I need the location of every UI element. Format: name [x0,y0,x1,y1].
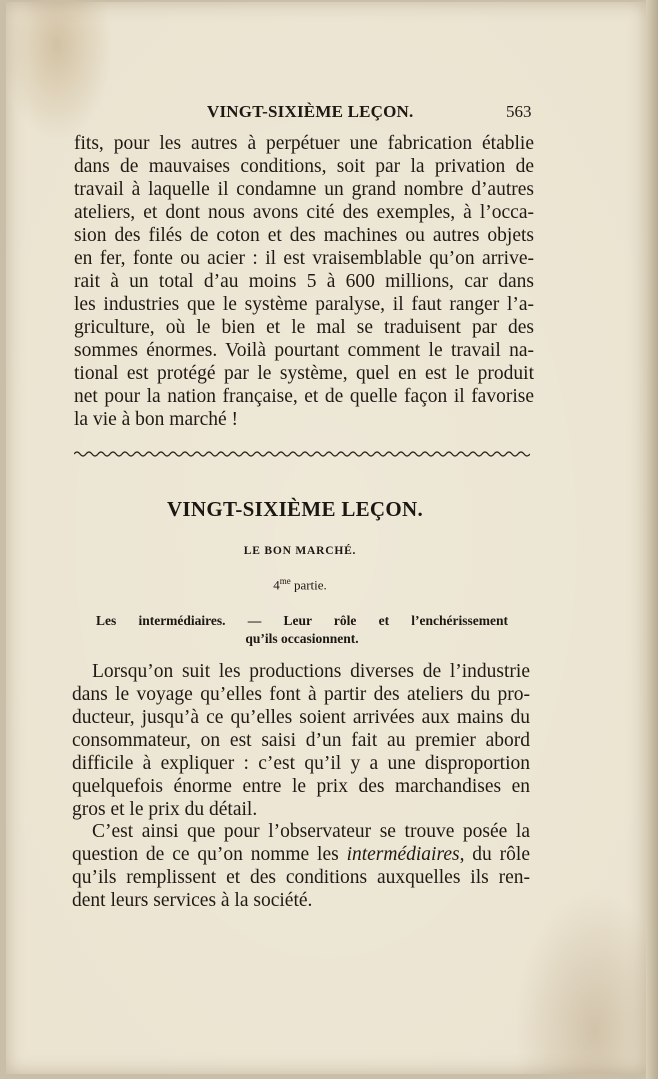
paragraph-3 [72,820,530,912]
text-line: consommateur, on est saisi d’un fait au premier abord [72,730,530,751]
text-line: fits, pour les autres à perpétuer une fabrication établie [74,133,534,154]
text-line: dans le voyage qu’elles font à partir des ateliers du pro- [72,684,530,705]
text-line: ateliers, et dont nous avons cité des exemples, à l’occa- [74,202,534,223]
summary-line: Les intermédiaires. — Leur rôle et l’enchérissement [96,613,508,628]
text-line: gros et le prix du détail. [72,799,258,820]
wavy-divider [74,449,530,459]
text-line: rait à un total d’au moins 5 à 600 millions, car dans [74,271,534,292]
text-line: griculture, où le bien et le mal se traduisent par des [74,317,534,338]
paragraph-2 [72,660,530,821]
part-label [0,576,600,593]
lesson-subtitle: LE BON MARCHÉ. [243,545,357,557]
running-title: VINGT-SIXIÈME LEÇON. [207,102,414,121]
text-line: dent leurs services à la société. [72,890,313,911]
running-head [0,102,658,126]
lesson-title: VINGT-SIXIÈME LEÇON. [166,497,424,521]
text-run: question de ce qu’on nomme les [72,844,347,865]
text-line: C’est ainsi que pour l’observateur se trouve posée la [92,821,530,842]
text-line: dans de mauvaises conditions, soit par la privation de [74,156,534,177]
text-line: sion des filés de coton et des machines ou autres objets [74,225,534,246]
lesson-summary [96,612,508,648]
text-line: les industries que le système paralyse, il faut ranger l’a- [74,294,534,315]
text-run: , du rôle [459,844,530,865]
text-line: quelquefois énorme entre le prix des marchandises en [72,776,530,797]
top-paragraph [74,132,534,431]
text-line: sommes énormes. Voilà pourtant comment le travail na- [74,340,534,361]
part-word: partie. [290,577,327,593]
text-line: en fer, fonte ou acier : il est vraisemblable qu’on arrive- [74,248,534,269]
text-line: difficile à expliquer : c’est qu’il y a une disproportion [72,753,530,774]
text-line: ducteur, jusqu’à ce qu’elles soient arrivées aux mains du [72,707,530,728]
part-superscript: me [279,576,291,586]
page-number: 563 [506,102,532,121]
text-line: la vie à bon marché ! [74,409,239,430]
text-line: net pour la nation française, et de quelle façon il favorise [74,386,534,407]
italic-term: intermédiaires [346,844,460,865]
text-line: travail à laquelle il condamne un grand nombre d’autres [74,179,534,200]
text-line: Lorsqu’on suit les productions diverses de l’industrie [92,661,530,682]
page-edge [646,0,658,1079]
summary-line: qu’ils occasionnent. [245,631,359,646]
text-line [72,843,530,866]
part-number: 4 [273,577,280,593]
text-line: qu’ils remplissent et des conditions auxquelles ils ren- [72,867,530,888]
text-line: tional est protégé par le système, quel en est le produit [74,363,534,384]
